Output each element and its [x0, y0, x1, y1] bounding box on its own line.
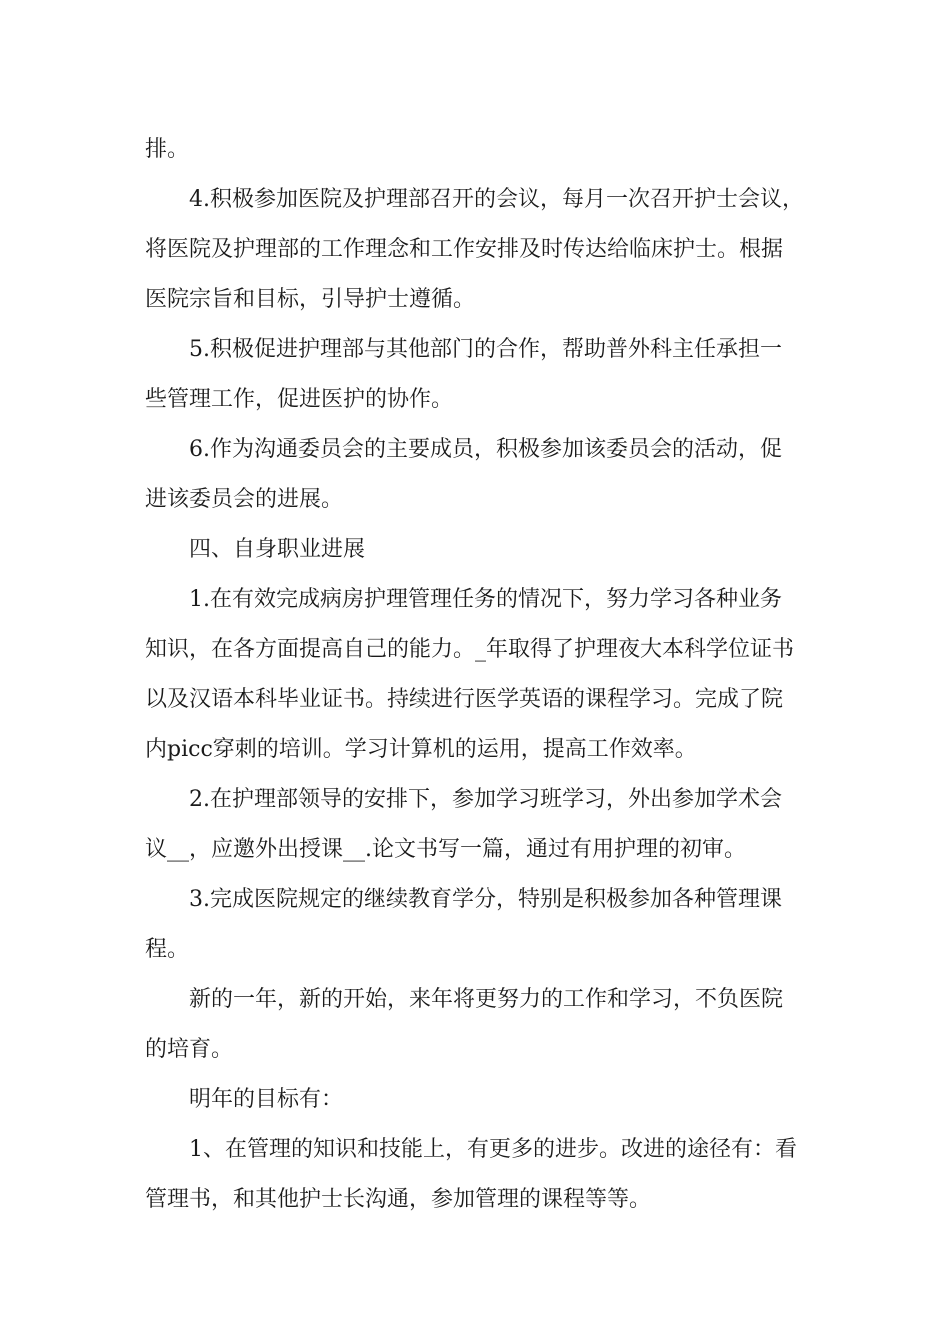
text-line: 议__，应邀外出授课__.论文书写一篇，通过有用护理的初审。 [145, 837, 746, 862]
text-line: 知识，在各方面提高自己的能力。_年取得了护理夜大本科学位证书 [145, 637, 795, 662]
document-body [145, 125, 815, 1225]
text-line: 3.完成医院规定的继续教育学分，特别是积极参加各种管理课 [189, 887, 782, 912]
text-line: 1、在管理的知识和技能上，有更多的进步。改进的途径有：看 [189, 1137, 797, 1162]
text-line: 排。 [145, 137, 190, 162]
section-heading: 四、自身职业进展 [189, 537, 366, 562]
text-line: 6.作为沟通委员会的主要成员，积极参加该委员会的活动，促 [189, 437, 782, 462]
text-line: 内picc穿刺的培训。学习计算机的运用，提高工作效率。 [145, 737, 697, 762]
text-line: 将医院及护理部的工作理念和工作安排及时传达给临床护士。根据 [145, 237, 784, 262]
text-line: 2.在护理部领导的安排下，参加学习班学习，外出参加学术会 [189, 787, 782, 812]
text-line: 明年的目标有： [189, 1087, 344, 1112]
text-line: 程。 [145, 937, 190, 962]
text-line: 些管理工作，促进医护的协作。 [145, 387, 454, 412]
text-line: 1.在有效完成病房护理管理任务的情况下，努力学习各种业务 [189, 587, 782, 612]
text-line: 5.积极促进护理部与其他部门的合作，帮助普外科主任承担一 [189, 337, 782, 362]
text-line: 的培育。 [145, 1037, 234, 1062]
text-line: 进该委员会的进展。 [145, 487, 344, 512]
text-line: 以及汉语本科毕业证书。持续进行医学英语的课程学习。完成了院 [145, 687, 784, 712]
text-line: 管理书，和其他护士长沟通，参加管理的课程等等。 [145, 1187, 652, 1212]
text-line: 4.积极参加医院及护理部召开的会议，每月一次召开护士会议， [189, 187, 804, 212]
text-line: 医院宗旨和目标，引导护士遵循。 [145, 287, 476, 312]
text-line: 新的一年，新的开始，来年将更努力的工作和学习，不负医院 [189, 987, 784, 1012]
